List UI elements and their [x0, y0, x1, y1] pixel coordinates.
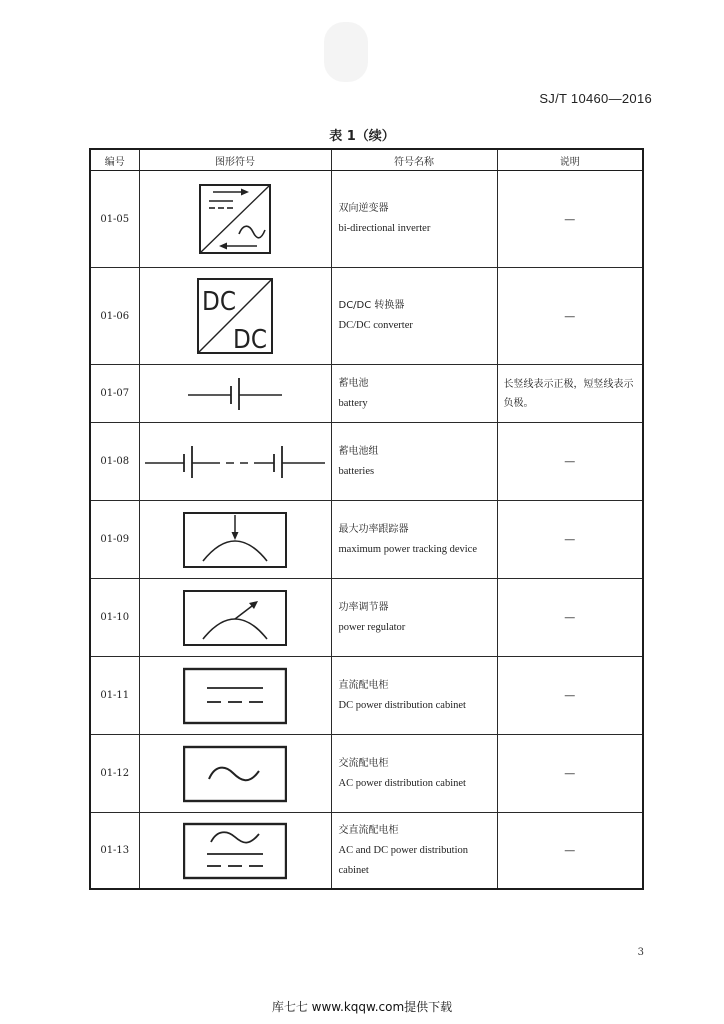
name-chinese: 交流配电柜 [338, 757, 389, 769]
table-row [90, 423, 643, 501]
name-english: bi-directional inverter [338, 223, 431, 235]
name-english: DC power distribution cabinet [338, 699, 466, 711]
column-header-name: 符号名称 [331, 149, 497, 171]
table-row [90, 365, 643, 423]
dc-power-distribution-cabinet-symbol [183, 667, 287, 725]
name-chinese: 交直流配电柜 [338, 824, 399, 836]
watermark-logo [324, 22, 368, 82]
row-code: 01-11 [90, 657, 139, 735]
symbol-table [89, 148, 644, 890]
name-english: battery [338, 397, 368, 409]
table-row [90, 501, 643, 579]
table-row [90, 579, 643, 657]
column-header-code: 编号 [90, 149, 139, 171]
page-number: 3 [637, 947, 644, 958]
row-code: 01-06 [90, 268, 139, 365]
ac-power-distribution-cabinet-symbol [183, 745, 287, 803]
battery-symbol [187, 376, 283, 412]
row-code: 01-09 [90, 501, 139, 579]
note-cell: — [497, 813, 643, 889]
row-code: 01-10 [90, 579, 139, 657]
symbol-cell [139, 268, 331, 365]
note-cell: — [497, 735, 643, 813]
bi-directional-inverter-symbol [199, 184, 271, 254]
symbol-cell [139, 735, 331, 813]
note-cell: — [497, 268, 643, 365]
symbol-cell [139, 657, 331, 735]
standard-code: SJ/T 10460—2016 [539, 91, 652, 106]
name-english-line-2: cabinet [338, 864, 369, 876]
name-english: AC power distribution cabinet [338, 777, 466, 789]
table-row [90, 268, 643, 365]
symbol-cell [139, 365, 331, 423]
table-row [90, 813, 643, 889]
footer-source: 库七七 www.kqqw.com提供下载 [271, 1000, 453, 1014]
name-chinese: 蓄电池 [338, 377, 369, 389]
symbol-name-cell [331, 579, 497, 657]
symbol-cell [139, 579, 331, 657]
note-cell: — [497, 171, 643, 268]
table-row [90, 657, 643, 735]
note-cell: — [497, 657, 643, 735]
name-english: DC/DC converter [338, 320, 413, 332]
row-code: 01-05 [90, 171, 139, 268]
column-header-symbol: 图形符号 [139, 149, 331, 171]
dc-label-top: DC [202, 287, 236, 318]
note-cell: — [497, 579, 643, 657]
note-cell: — [497, 423, 643, 501]
note-cell: 长竖线表示正极，短竖线表示负极。 [497, 365, 643, 423]
name-chinese: 功率调节器 [338, 601, 389, 613]
symbol-name-cell [331, 735, 497, 813]
symbol-name-cell [331, 657, 497, 735]
symbol-cell [139, 813, 331, 889]
name-chinese: 双向逆变器 [338, 203, 389, 215]
name-chinese: DC/DC 转换器 [338, 300, 405, 312]
column-header-note: 说明 [497, 149, 643, 171]
row-code: 01-07 [90, 365, 139, 423]
symbol-name-cell [331, 171, 497, 268]
name-english-line-1: AC and DC power distribution [338, 844, 468, 856]
symbol-cell [139, 423, 331, 501]
name-chinese: 最大功率跟踪器 [338, 523, 409, 535]
dc-label-bottom: DC [233, 325, 267, 355]
symbol-name-cell [331, 423, 497, 501]
table-title: 表 1（续） [329, 129, 395, 144]
symbol-cell [139, 171, 331, 268]
symbol-name-cell [331, 365, 497, 423]
table-header-row [90, 149, 643, 171]
name-english: power regulator [338, 621, 406, 633]
power-regulator-symbol [183, 589, 287, 647]
batteries-symbol [144, 444, 326, 480]
name-english: maximum power tracking device [338, 543, 477, 555]
table-row [90, 735, 643, 813]
maximum-power-tracking-symbol [183, 511, 287, 569]
symbol-name-cell [331, 813, 497, 889]
symbol-name-cell [331, 501, 497, 579]
dc-dc-converter-symbol [197, 278, 273, 354]
symbol-cell [139, 501, 331, 579]
symbol-name-cell [331, 268, 497, 365]
row-code: 01-08 [90, 423, 139, 501]
note-cell: — [497, 501, 643, 579]
ac-dc-power-distribution-cabinet-symbol [183, 822, 287, 880]
name-chinese: 直流配电柜 [338, 679, 389, 691]
table-row [90, 171, 643, 268]
row-code: 01-13 [90, 813, 139, 889]
name-chinese: 蓄电池组 [338, 445, 379, 457]
name-english: batteries [338, 465, 375, 477]
row-code: 01-12 [90, 735, 139, 813]
